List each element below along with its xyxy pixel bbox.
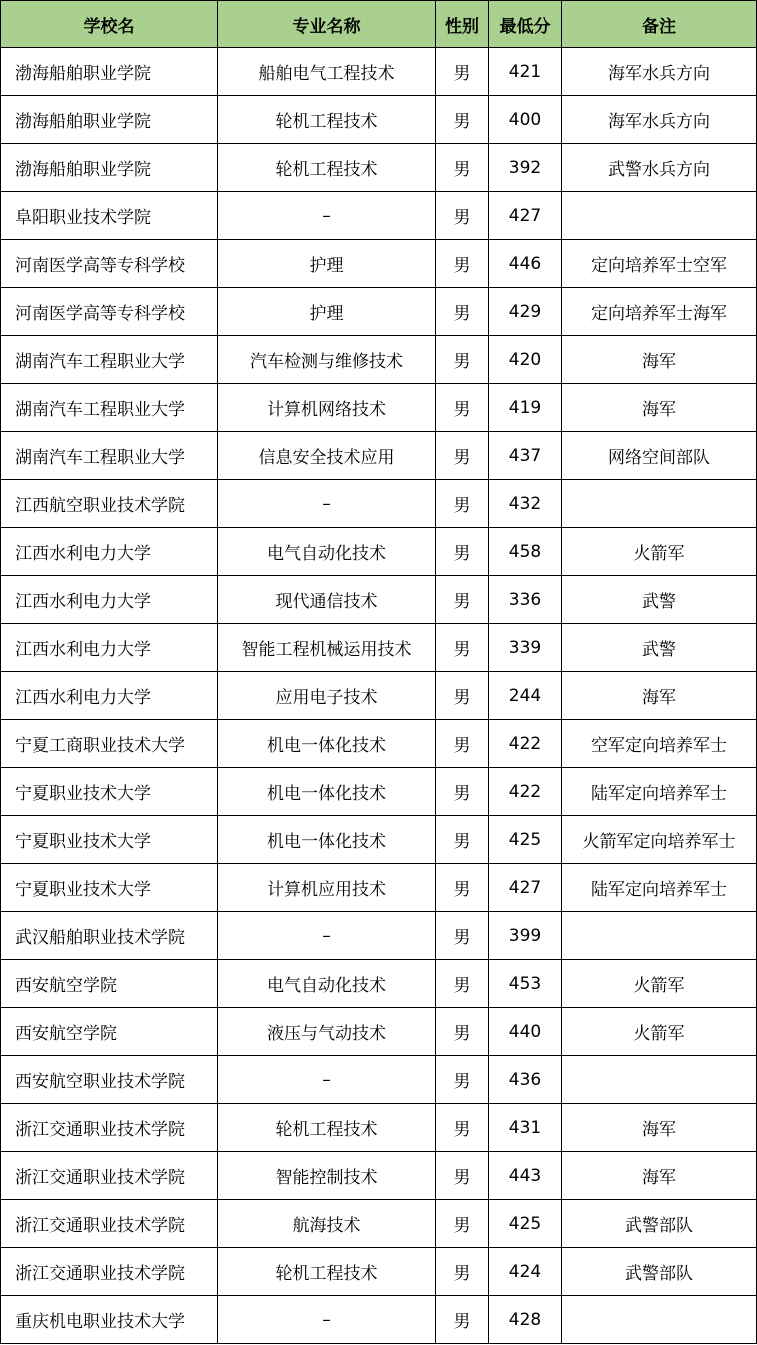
cell-gender: 男 bbox=[436, 912, 489, 960]
cell-gender: 男 bbox=[436, 768, 489, 816]
cell-school: 江西水利电力大学 bbox=[1, 576, 218, 624]
cell-min-score: 432 bbox=[489, 480, 562, 528]
cell-min-score: 436 bbox=[489, 1056, 562, 1104]
cell-gender: 男 bbox=[436, 1248, 489, 1296]
cell-major: 机电一体化技术 bbox=[218, 768, 436, 816]
cell-remark: 火箭军 bbox=[562, 1008, 757, 1056]
cell-major: 信息安全技术应用 bbox=[218, 432, 436, 480]
cell-major: 电气自动化技术 bbox=[218, 960, 436, 1008]
cell-school: 浙江交通职业技术学院 bbox=[1, 1152, 218, 1200]
cell-min-score: 421 bbox=[489, 48, 562, 96]
cell-major: 液压与气动技术 bbox=[218, 1008, 436, 1056]
cell-gender: 男 bbox=[436, 144, 489, 192]
cell-gender: 男 bbox=[436, 288, 489, 336]
table-row bbox=[1, 816, 757, 864]
cell-remark: 陆军定向培养军士 bbox=[562, 864, 757, 912]
cell-remark: 海军 bbox=[562, 384, 757, 432]
cell-min-score: 440 bbox=[489, 1008, 562, 1056]
cell-gender: 男 bbox=[436, 192, 489, 240]
cell-remark bbox=[562, 1056, 757, 1104]
cell-gender: 男 bbox=[436, 1200, 489, 1248]
cell-major: 汽车检测与维修技术 bbox=[218, 336, 436, 384]
cell-gender: 男 bbox=[436, 816, 489, 864]
cell-major: 机电一体化技术 bbox=[218, 816, 436, 864]
cell-gender: 男 bbox=[436, 240, 489, 288]
table-row bbox=[1, 336, 757, 384]
cell-school: 重庆机电职业技术大学 bbox=[1, 1296, 218, 1344]
cell-remark: 武警部队 bbox=[562, 1248, 757, 1296]
cell-school: 湖南汽车工程职业大学 bbox=[1, 384, 218, 432]
cell-gender: 男 bbox=[436, 1152, 489, 1200]
cell-gender: 男 bbox=[436, 864, 489, 912]
cell-remark: 海军 bbox=[562, 1152, 757, 1200]
cell-min-score: 428 bbox=[489, 1296, 562, 1344]
cell-min-score: 339 bbox=[489, 624, 562, 672]
table-row bbox=[1, 672, 757, 720]
cell-min-score: 446 bbox=[489, 240, 562, 288]
cell-remark bbox=[562, 912, 757, 960]
cell-remark: 武警部队 bbox=[562, 1200, 757, 1248]
table-body bbox=[1, 48, 757, 1344]
cell-major: 智能工程机械运用技术 bbox=[218, 624, 436, 672]
cell-major: 现代通信技术 bbox=[218, 576, 436, 624]
cell-school: 西安航空职业技术学院 bbox=[1, 1056, 218, 1104]
cell-min-score: 400 bbox=[489, 96, 562, 144]
cell-remark: 定向培养军士海军 bbox=[562, 288, 757, 336]
cell-remark: 武警 bbox=[562, 576, 757, 624]
cell-gender: 男 bbox=[436, 624, 489, 672]
cell-school: 渤海船舶职业学院 bbox=[1, 96, 218, 144]
table-row bbox=[1, 720, 757, 768]
cell-min-score: 431 bbox=[489, 1104, 562, 1152]
table-row bbox=[1, 480, 757, 528]
cell-remark: 武警水兵方向 bbox=[562, 144, 757, 192]
cell-school: 阜阳职业技术学院 bbox=[1, 192, 218, 240]
cell-gender: 男 bbox=[436, 576, 489, 624]
cell-school: 湖南汽车工程职业大学 bbox=[1, 432, 218, 480]
cell-major: 护理 bbox=[218, 240, 436, 288]
table-row bbox=[1, 624, 757, 672]
cell-remark: 陆军定向培养军士 bbox=[562, 768, 757, 816]
cell-major: 轮机工程技术 bbox=[218, 96, 436, 144]
cell-school: 湖南汽车工程职业大学 bbox=[1, 336, 218, 384]
cell-gender: 男 bbox=[436, 96, 489, 144]
cell-school: 江西水利电力大学 bbox=[1, 528, 218, 576]
cell-school: 渤海船舶职业学院 bbox=[1, 144, 218, 192]
cell-major: – bbox=[218, 480, 436, 528]
cell-major: – bbox=[218, 192, 436, 240]
cell-school: 浙江交通职业技术学院 bbox=[1, 1200, 218, 1248]
cell-min-score: 424 bbox=[489, 1248, 562, 1296]
table-row bbox=[1, 48, 757, 96]
cell-major: 轮机工程技术 bbox=[218, 144, 436, 192]
cell-remark: 火箭军定向培养军士 bbox=[562, 816, 757, 864]
cell-remark: 火箭军 bbox=[562, 528, 757, 576]
table-row bbox=[1, 1104, 757, 1152]
cell-school: 宁夏职业技术大学 bbox=[1, 816, 218, 864]
cell-major: 航海技术 bbox=[218, 1200, 436, 1248]
cell-min-score: 427 bbox=[489, 192, 562, 240]
header-row bbox=[1, 1, 757, 48]
table-row bbox=[1, 864, 757, 912]
table-row bbox=[1, 240, 757, 288]
cell-major: – bbox=[218, 1056, 436, 1104]
cell-remark: 海军 bbox=[562, 336, 757, 384]
cell-min-score: 443 bbox=[489, 1152, 562, 1200]
header-school: 学校名 bbox=[1, 1, 218, 48]
cell-major: – bbox=[218, 1296, 436, 1344]
cell-gender: 男 bbox=[436, 432, 489, 480]
cell-school: 渤海船舶职业学院 bbox=[1, 48, 218, 96]
cell-gender: 男 bbox=[436, 960, 489, 1008]
cell-major: – bbox=[218, 912, 436, 960]
cell-min-score: 453 bbox=[489, 960, 562, 1008]
cell-min-score: 336 bbox=[489, 576, 562, 624]
cell-min-score: 399 bbox=[489, 912, 562, 960]
cell-major: 轮机工程技术 bbox=[218, 1104, 436, 1152]
table-row bbox=[1, 1200, 757, 1248]
table-row bbox=[1, 432, 757, 480]
cell-remark: 海军水兵方向 bbox=[562, 48, 757, 96]
cell-school: 河南医学高等专科学校 bbox=[1, 240, 218, 288]
cell-school: 江西水利电力大学 bbox=[1, 624, 218, 672]
table-row bbox=[1, 288, 757, 336]
table-row bbox=[1, 96, 757, 144]
cell-major: 护理 bbox=[218, 288, 436, 336]
cell-gender: 男 bbox=[436, 1008, 489, 1056]
cell-major: 应用电子技术 bbox=[218, 672, 436, 720]
cell-remark bbox=[562, 1296, 757, 1344]
cell-school: 江西航空职业技术学院 bbox=[1, 480, 218, 528]
cell-school: 浙江交通职业技术学院 bbox=[1, 1104, 218, 1152]
cell-gender: 男 bbox=[436, 384, 489, 432]
cell-gender: 男 bbox=[436, 672, 489, 720]
cell-major: 电气自动化技术 bbox=[218, 528, 436, 576]
cell-major: 计算机网络技术 bbox=[218, 384, 436, 432]
cell-min-score: 422 bbox=[489, 720, 562, 768]
table-row bbox=[1, 144, 757, 192]
cell-min-score: 420 bbox=[489, 336, 562, 384]
cell-school: 西安航空学院 bbox=[1, 960, 218, 1008]
cell-gender: 男 bbox=[436, 336, 489, 384]
cell-major: 计算机应用技术 bbox=[218, 864, 436, 912]
header-major: 专业名称 bbox=[218, 1, 436, 48]
cell-remark: 火箭军 bbox=[562, 960, 757, 1008]
cell-remark: 海军 bbox=[562, 1104, 757, 1152]
table-row bbox=[1, 1152, 757, 1200]
cell-min-score: 427 bbox=[489, 864, 562, 912]
cell-gender: 男 bbox=[436, 1296, 489, 1344]
table-header bbox=[1, 1, 757, 48]
cell-remark: 武警 bbox=[562, 624, 757, 672]
cell-school: 西安航空学院 bbox=[1, 1008, 218, 1056]
cell-school: 江西水利电力大学 bbox=[1, 672, 218, 720]
cell-remark bbox=[562, 480, 757, 528]
cell-min-score: 425 bbox=[489, 1200, 562, 1248]
header-gender: 性别 bbox=[436, 1, 489, 48]
cell-gender: 男 bbox=[436, 1056, 489, 1104]
cell-remark: 定向培养军士空军 bbox=[562, 240, 757, 288]
header-min-score: 最低分 bbox=[489, 1, 562, 48]
table-row bbox=[1, 1296, 757, 1344]
cell-min-score: 437 bbox=[489, 432, 562, 480]
cell-min-score: 425 bbox=[489, 816, 562, 864]
cell-school: 宁夏职业技术大学 bbox=[1, 864, 218, 912]
header-remark: 备注 bbox=[562, 1, 757, 48]
cell-school: 宁夏职业技术大学 bbox=[1, 768, 218, 816]
cell-min-score: 392 bbox=[489, 144, 562, 192]
table-row bbox=[1, 528, 757, 576]
cell-min-score: 429 bbox=[489, 288, 562, 336]
cell-min-score: 422 bbox=[489, 768, 562, 816]
cell-gender: 男 bbox=[436, 528, 489, 576]
cell-min-score: 244 bbox=[489, 672, 562, 720]
cell-remark: 海军 bbox=[562, 672, 757, 720]
cell-remark: 网络空间部队 bbox=[562, 432, 757, 480]
cell-gender: 男 bbox=[436, 720, 489, 768]
table-row bbox=[1, 1008, 757, 1056]
cell-gender: 男 bbox=[436, 48, 489, 96]
cell-remark bbox=[562, 192, 757, 240]
cell-school: 宁夏工商职业技术大学 bbox=[1, 720, 218, 768]
cell-remark: 空军定向培养军士 bbox=[562, 720, 757, 768]
table-row bbox=[1, 1056, 757, 1104]
cell-school: 河南医学高等专科学校 bbox=[1, 288, 218, 336]
cell-remark: 海军水兵方向 bbox=[562, 96, 757, 144]
cell-school: 武汉船舶职业技术学院 bbox=[1, 912, 218, 960]
cell-major: 智能控制技术 bbox=[218, 1152, 436, 1200]
table-row bbox=[1, 192, 757, 240]
table-row bbox=[1, 384, 757, 432]
table-row bbox=[1, 576, 757, 624]
table-row bbox=[1, 960, 757, 1008]
table-row bbox=[1, 912, 757, 960]
cell-major: 机电一体化技术 bbox=[218, 720, 436, 768]
cell-major: 船舶电气工程技术 bbox=[218, 48, 436, 96]
cell-gender: 男 bbox=[436, 480, 489, 528]
cell-school: 浙江交通职业技术学院 bbox=[1, 1248, 218, 1296]
cell-major: 轮机工程技术 bbox=[218, 1248, 436, 1296]
table-row bbox=[1, 1248, 757, 1296]
table-row bbox=[1, 768, 757, 816]
cell-min-score: 458 bbox=[489, 528, 562, 576]
cell-min-score: 419 bbox=[489, 384, 562, 432]
cell-gender: 男 bbox=[436, 1104, 489, 1152]
